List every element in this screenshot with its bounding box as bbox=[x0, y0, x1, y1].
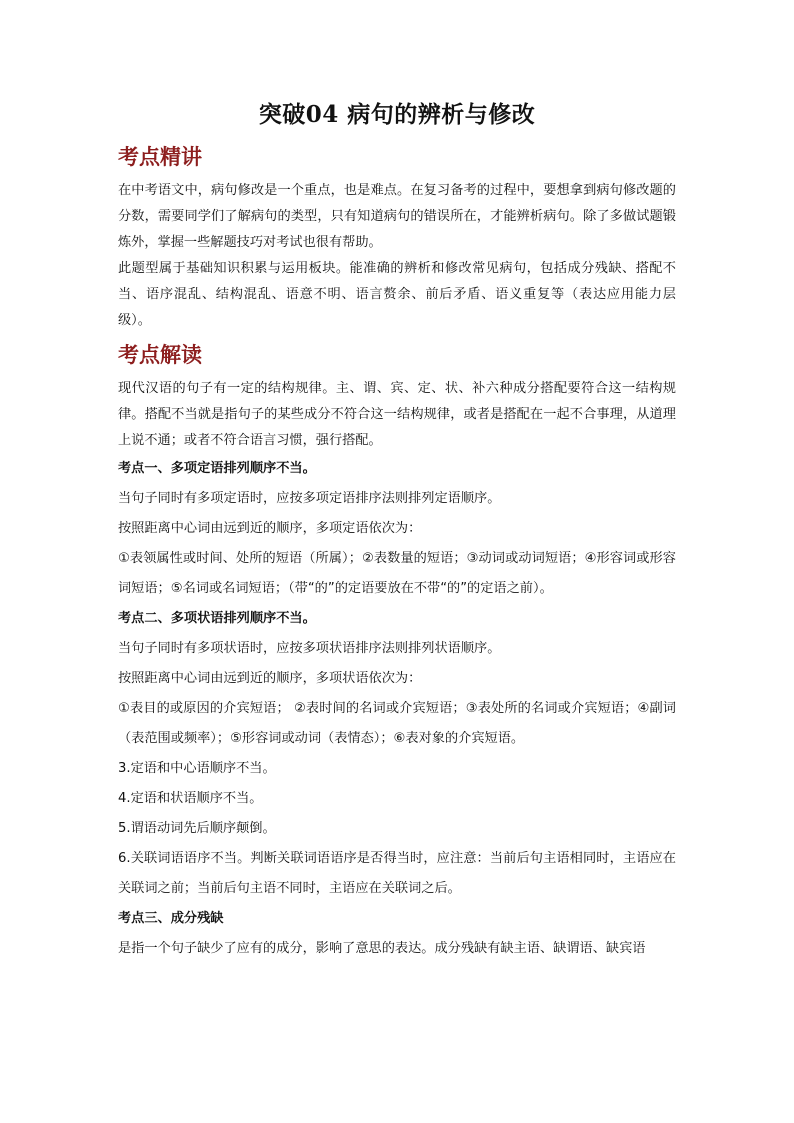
text-kaodian-1-line-1: 当句子同时有多项定语时，应按多项定语排序法则排列定语顺序。 bbox=[118, 491, 501, 506]
text-kaodian-2-line-4: 3.定语和中心语顺序不当。 bbox=[118, 761, 276, 776]
section-heading-jingjiang: 考点精讲 bbox=[118, 144, 202, 169]
page-title: 突破04 病句的辨析与修改 bbox=[258, 101, 536, 128]
text-kaodian-2-line-6: 5.谓语动词先后顺序颠倒。 bbox=[118, 821, 276, 836]
text-kaodian-2-line-7: 6.关联词语语序不当。判断关联词语语序是否得当时，应注意：当前后句主语相同时，主语应在关联词之前；当前后句主语不同时，主语应在关联词之后。 bbox=[118, 851, 676, 896]
text-kaodian-3-line-1: 是指一个句子缺少了应有的成分，影响了意思的表达。成分残缺有缺主语、缺谓语、缺宾语 bbox=[118, 941, 646, 956]
text-kaodian-2-line-1: 当句子同时有多项状语时，应按多项状语排序法则排列状语顺序。 bbox=[118, 641, 501, 656]
text-kaodian-2-line-3: ①表目的或原因的介宾短语； ②表时间的名词或介宾短语；③表处所的名词或介宾短语；④副词（表范围或频率）；⑤形容词或动词（表情态）；⑥表对象的介宾短语。 bbox=[118, 701, 676, 746]
paragraph-jiedu-1: 现代汉语的句子有一定的结构规律。主、谓、宾、定、状、补六种成分搭配要符合这一结构规律。搭配不当就是指句子的某些成分不符合这一结构规律，或者是搭配在一起不合事理，从道理上说不通；或者不符合语言习惯，强行搭配。 bbox=[118, 381, 676, 448]
text-kaodian-2-line-5: 4.定语和状语顺序不当。 bbox=[118, 791, 263, 806]
paragraph-jingjiang-2: 此题型属于基础知识积累与运用板块。能准确的辨析和修改常见病句，包括成分残缺、搭配不当、语序混乱、结构混乱、语意不明、语言赘余、前后矛盾、语义重复等（表达应用能力层级）。 bbox=[118, 261, 676, 328]
subheading-kaodian-1: 考点一、多项定语排列顺序不当。 bbox=[118, 461, 316, 476]
subheading-kaodian-3: 考点三、成分残缺 bbox=[118, 911, 224, 926]
text-kaodian-1-line-3: ①表领属性或时间、处所的短语（所属）；②表数量的短语；③动词或动词短语；④形容词或形容词短语；⑤名词或名词短语；（带“的”的定语要放在不带“的”的定语之前）。 bbox=[118, 551, 676, 596]
section-heading-jiedu: 考点解读 bbox=[118, 342, 202, 367]
paragraph-jingjiang-1: 在中考语文中，病句修改是一个重点，也是难点。在复习备考的过程中，要想拿到病句修改题的分数，需要同学们了解病句的类型，只有知道病句的错误所在，才能辨析病句。除了多做试题锻炼外，掌握一些解题技巧对考试也很有帮助。 bbox=[118, 183, 676, 250]
text-kaodian-2-line-2: 按照距离中心词由远到近的顺序，多项状语依次为： bbox=[118, 671, 422, 686]
text-kaodian-1-line-2: 按照距离中心词由远到近的顺序，多项定语依次为： bbox=[118, 521, 422, 536]
subheading-kaodian-2: 考点二、多项状语排列顺序不当。 bbox=[118, 611, 316, 626]
